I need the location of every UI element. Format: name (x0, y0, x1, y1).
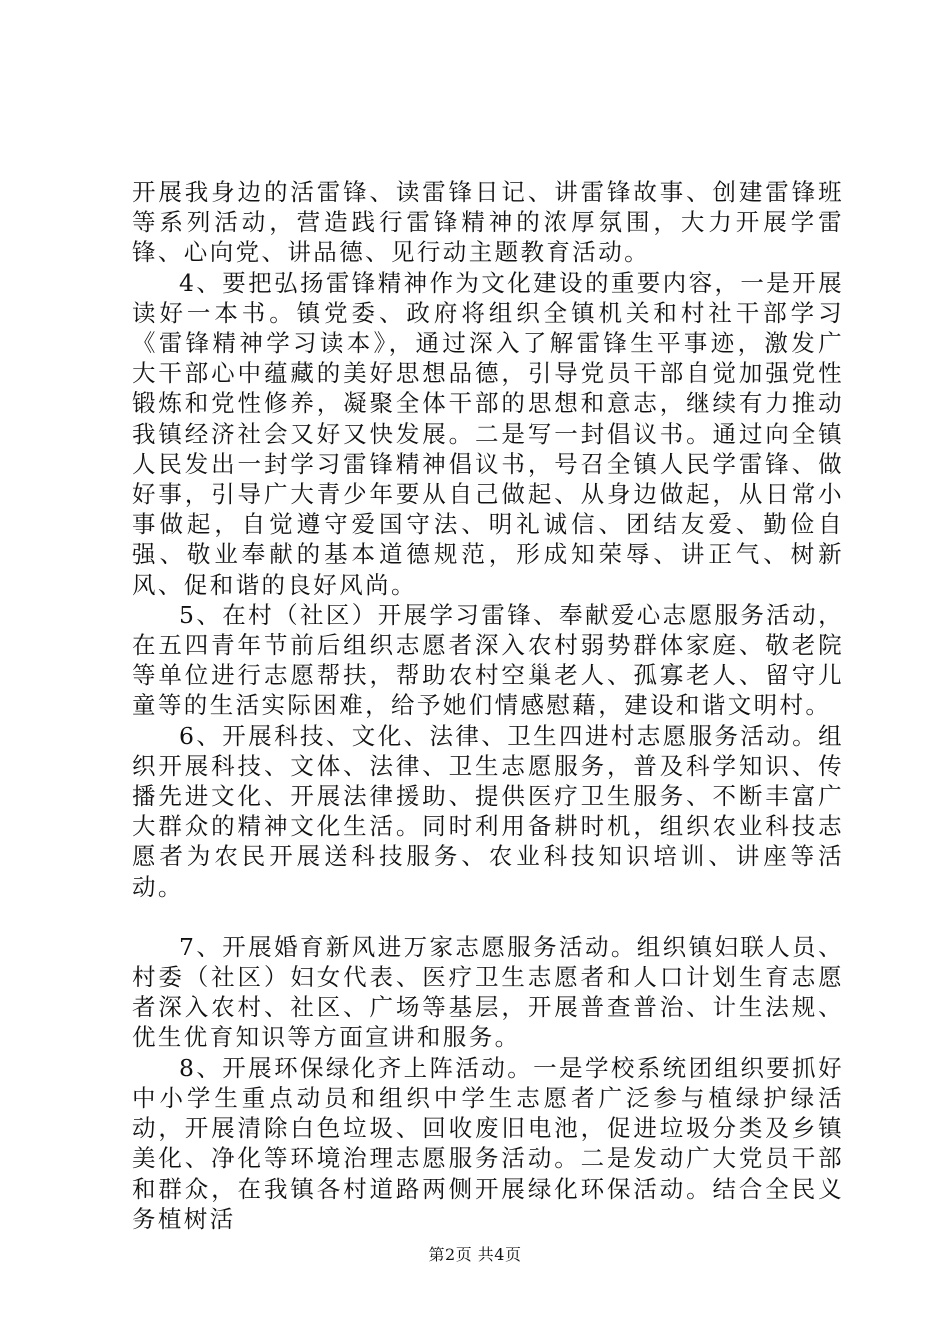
page-footer (0, 1245, 950, 1265)
paragraph-item-6: 6、开展科技、文化、法律、卫生四进村志愿服务活动。组织开展科技、文体、法律、卫生志愿服务，普及科学知识、传播先进文化、开展法律援助、提供医疗卫生服务、不断丰富广大群众的精神文化生活。同时利用备耕时机，组织农业科技志愿者为农民开展送科技服务、农业科技知识培训、讲座等活动。 (132, 721, 844, 901)
paragraph-item-5: 5、在村（社区）开展学习雷锋、奉献爱心志愿服务活动，在五四青年节前后组织志愿者深入农村弱势群体家庭、敬老院等单位进行志愿帮扶，帮助农村空巢老人、孤寡老人、留守儿童等的生活实际困难，给予她们情感慰藉，建设和谐文明村。 (132, 600, 844, 720)
paragraph-item-7: 7、开展婚育新风进万家志愿服务活动。组织镇妇联人员、村委（社区）妇女代表、医疗卫生志愿者和人口计划生育志愿者深入农村、社区、广场等基层，开展普查普治、计生法规、优生优育知识等方面宣讲和服务。 (132, 932, 844, 1052)
paragraph-spacer (132, 902, 844, 932)
document-body (132, 177, 844, 1234)
page-number-label: 第2页 共4页 (428, 1245, 522, 1264)
paragraph-item-8: 8、开展环保绿化齐上阵活动。一是学校系统团组织要抓好中小学生重点动员和组织中学生志愿者广泛参与植绿护绿活动，开展清除白色垃圾、回收废旧电池，促进垃圾分类及乡镇美化、净化等环境治理志愿服务活动。二是发动广大党员干部和群众，在我镇各村道路两侧开展绿化环保活动。结合全民义务植树活 (132, 1053, 844, 1233)
paragraph-continuation: 开展我身边的活雷锋、读雷锋日记、讲雷锋故事、创建雷锋班等系列活动，营造践行雷锋精神的浓厚氛围，大力开展学雷锋、心向党、讲品德、见行动主题教育活动。 (132, 178, 844, 267)
paragraph-item-4: 4、要把弘扬雷锋精神作为文化建设的重要内容，一是开展读好一本书。镇党委、政府将组织全镇机关和村社干部学习《雷锋精神学习读本》，通过深入了解雷锋生平事迹，激发广大干部心中蕴藏的美好思想品德，引导党员干部自觉加强党性锻炼和党性修养，凝聚全体干部的思想和意志，继续有力推动我镇经济社会又好又快发展。二是写一封倡议书。通过向全镇人民发出一封学习雷锋精神倡议书，号召全镇人民学雷锋、做好事，引导广大青少年要从自己做起、从身边做起，从日常小事做起，自觉遵守爱国守法、明礼诚信、团结友爱、勤俭自强、敬业奉献的基本道德规范，形成知荣辱、讲正气、树新风、促和谐的良好风尚。 (132, 268, 844, 599)
